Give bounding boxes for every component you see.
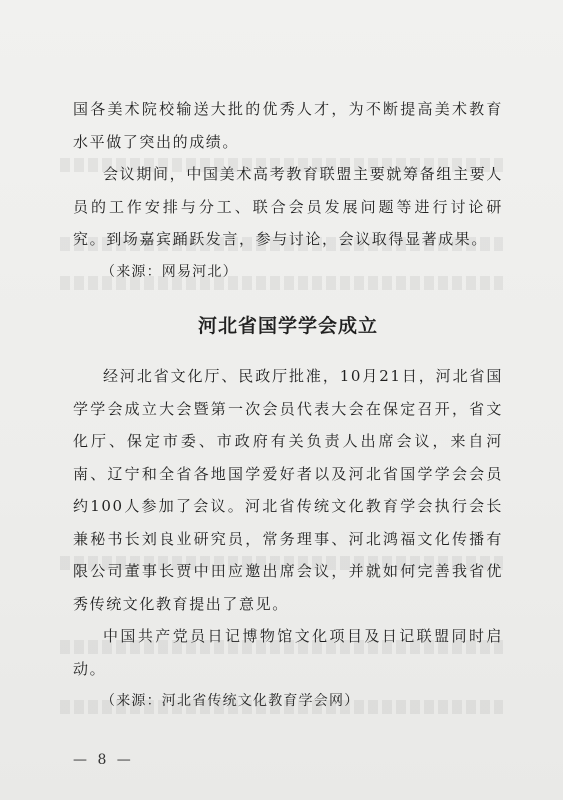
article1-source: （来源：网易河北） <box>101 263 238 280</box>
article1-paragraph: 会议期间，中国美术高考教育联盟主要就筹备组主要人员的工作安排与分工、联合会员发展问题等进行讨论研究。到场嘉宾踊跃发言，参与讨论，会议取得显著成果。 <box>73 165 503 248</box>
article2-source: （来源：河北省传统文化教育学会网） <box>101 693 360 709</box>
document-body <box>73 93 503 718</box>
article2-paragraph: 经河北省文化厅、民政厅批准，10月21日，河北省国学学会成立大会暨第一次会员代表大会在保定召开，省文化厅、保定市委、市政府有关负责人出席会议，来自河南、辽宁和全省各地国学爱好者以及河北省国学学会会员约100人参加了会议。河北省传统文化教育学会执行会长兼秘书长刘良业研究员，常务理事、河北鸿福文化传播有限公司董事长贾中田应邀出席会议，并就如何完善我省优秀传统文化教育提出了意见。 <box>73 367 503 613</box>
article2-paragraph: 中国共产党员日记博物馆文化项目及日记联盟同时启动。 <box>73 627 503 678</box>
article1-paragraph-continued: 国各美术院校输送大批的优秀人才，为不断提高美术教育水平做了突出的成绩。 <box>73 100 503 151</box>
article2-title: 河北省国学学会成立 <box>197 315 378 337</box>
page-number: — 8 — <box>73 752 134 768</box>
